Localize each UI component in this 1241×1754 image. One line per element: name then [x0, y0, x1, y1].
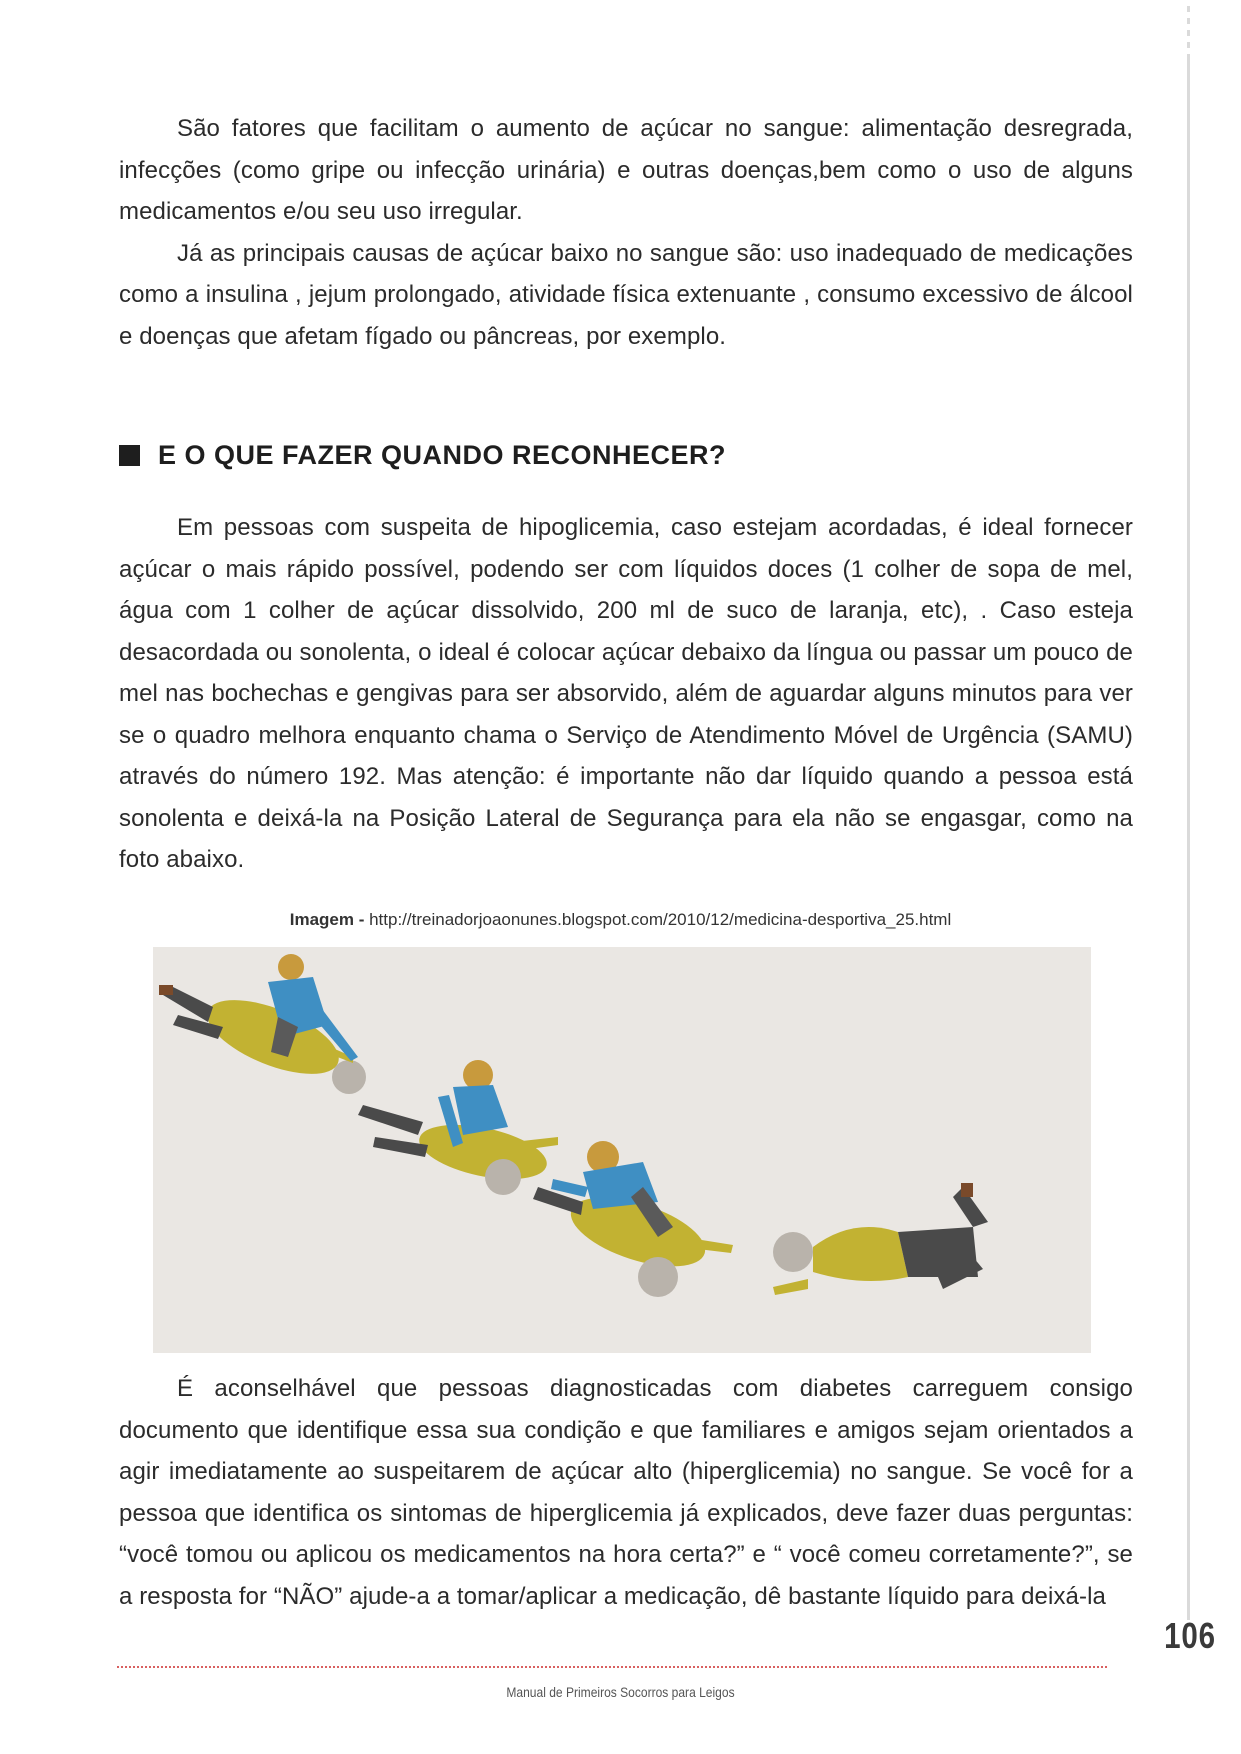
step-2-figure	[358, 1060, 558, 1195]
section-heading	[119, 440, 1133, 471]
body-text-block-2	[119, 507, 1133, 881]
step-4-figure	[773, 1183, 988, 1295]
caption-label: Imagem -	[289, 910, 370, 929]
image-caption	[0, 910, 1241, 930]
caption-url: http://treinadorjoaonunes.blogspot.com/2010/12/medicina-desportiva_25.html	[369, 910, 952, 929]
margin-line	[1187, 0, 1190, 1620]
recovery-position-illustration	[153, 947, 1091, 1353]
margin-dash	[1187, 0, 1190, 60]
paragraph-sugar-low-causes: Já as principais causas de açúcar baixo no sangue são: uso inadequado de medicações como a insulina , jejum prolongado, atividade física extenuante , consumo excessivo de álcool e doenças que afetam fígado ou pâncreas, por exemplo.	[119, 239, 1133, 350]
footer-title: Manual de Primeiros Socorros para Leigos	[506, 1684, 735, 1700]
paragraph-what-to-do: Em pessoas com suspeita de hipoglicemia, caso estejam acordadas, é ideal fornecer açúcar o mais rápido possível, podendo ser com líquidos doces (1 colher de sopa de mel, água com 1 colher de açúcar dissolvido, 200 ml de suco de laranja, etc), . Caso esteja desacordada ou sonolenta, o ideal é colocar açúcar debaixo da língua ou passar um pouco de mel nas bochechas e gengivas para ser absorvido, além de aguardar alguns minutos para ver se o quadro melhora enquanto chama o Serviço de Atendimento Móvel de Urgência (SAMU) através do número 192. Mas atenção: é importante não dar líquido quando a pessoa está sonolenta e deixá-la na Posição Lateral de Segurança para ela não se engasgar, como na foto abaixo.	[119, 514, 1133, 873]
heading-bullet-square	[119, 445, 140, 466]
body-text-block-1	[119, 108, 1133, 357]
paragraph-diabetes-advice: É aconselhável que pessoas diagnosticadas com diabetes carreguem consigo documento que identifique essa sua condição e que familiares e amigos sejam orientados a agir imediatamente ao suspeitarem de açúcar alto (hiperglicemia) no sangue. Se você for a pessoa que identifica os sintomas de hiperglicemia já explicados, deve fazer duas perguntas: “você tomou ou aplicou os medicamentos na hora certa?” e “ você comeu corretamente?”, se a resposta for “NÃO” ajude-a a tomar/aplicar a medicação, dê bastante líquido para deixá-la	[119, 1375, 1133, 1610]
page-number: 106	[1164, 1615, 1216, 1656]
paragraph-sugar-high-factors: São fatores que facilitam o aumento de açúcar no sangue: alimentação desregrada, infecções (como gripe ou infecção urinária) e outras doenças,bem como o uso de alguns medicamentos e/ou seu uso irregular.	[119, 115, 1133, 225]
footer-divider	[117, 1666, 1107, 1668]
recovery-position-steps-svg	[153, 947, 1091, 1353]
body-text-block-3	[119, 1368, 1133, 1617]
heading-text: E O QUE FAZER QUANDO RECONHECER?	[158, 440, 727, 470]
step-3-figure	[533, 1141, 733, 1297]
step-1-figure	[159, 954, 366, 1094]
